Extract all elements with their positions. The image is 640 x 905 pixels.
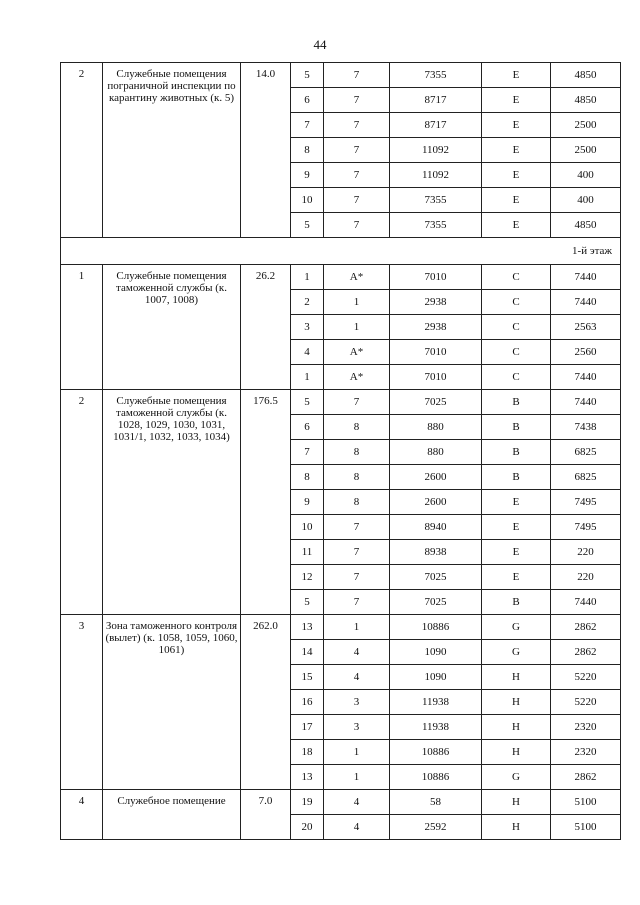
distance-cell: 8717 [390,88,482,113]
table-body [61,63,621,840]
value-cell: 2862 [551,615,621,640]
class-cell: H [482,790,551,815]
distance-cell: 7355 [390,63,482,88]
value-cell: 5100 [551,815,621,840]
value-cell: 7440 [551,590,621,615]
zone-cell: 7 [324,188,390,213]
distance-cell: 10886 [390,615,482,640]
distance-cell: 11938 [390,690,482,715]
class-cell: G [482,615,551,640]
zone-cell: 1 [324,315,390,340]
class-cell: C [482,365,551,390]
value-cell: 7440 [551,290,621,315]
class-cell: E [482,515,551,540]
point-cell: 18 [291,740,324,765]
value-cell: 2320 [551,740,621,765]
distance-cell: 58 [390,790,482,815]
zone-cell: 4 [324,665,390,690]
value-cell: 7495 [551,515,621,540]
distance-cell: 1090 [390,665,482,690]
value-cell: 4850 [551,63,621,88]
point-cell: 7 [291,440,324,465]
distance-cell: 7010 [390,365,482,390]
distance-cell: 8717 [390,113,482,138]
point-cell: 20 [291,815,324,840]
class-cell: H [482,715,551,740]
zone-cell: 1 [324,765,390,790]
point-cell: 16 [291,690,324,715]
zone-cell: 7 [324,113,390,138]
class-cell: H [482,740,551,765]
distance-cell: 8938 [390,540,482,565]
point-cell: 13 [291,615,324,640]
distance-cell: 11092 [390,138,482,163]
distance-cell: 880 [390,440,482,465]
distance-cell: 7025 [390,390,482,415]
point-cell: 10 [291,515,324,540]
class-cell: G [482,765,551,790]
class-cell: H [482,665,551,690]
point-cell: 5 [291,63,324,88]
table-row [61,615,621,640]
zone-cell: A* [324,265,390,290]
zone-cell: 8 [324,490,390,515]
value-cell: 2560 [551,340,621,365]
value-cell: 2862 [551,765,621,790]
room-name-cell: Служебные помещения пограничной инспекции по карантину животных (к. 5) [103,63,241,238]
value-cell: 5100 [551,790,621,815]
area-cell: 7.0 [241,790,291,840]
point-cell: 17 [291,715,324,740]
point-cell: 11 [291,540,324,565]
class-cell: B [482,590,551,615]
zone-cell: 1 [324,740,390,765]
zone-cell: 8 [324,440,390,465]
zone-cell: 7 [324,390,390,415]
point-cell: 13 [291,765,324,790]
area-cell: 262.0 [241,615,291,790]
value-cell: 400 [551,188,621,213]
class-cell: E [482,113,551,138]
point-cell: 14 [291,640,324,665]
table-row [61,790,621,815]
class-cell: E [482,565,551,590]
value-cell: 2563 [551,315,621,340]
point-cell: 5 [291,590,324,615]
class-cell: H [482,690,551,715]
point-cell: 6 [291,88,324,113]
point-cell: 4 [291,340,324,365]
distance-cell: 7010 [390,340,482,365]
group-number-cell: 3 [61,615,103,790]
class-cell: E [482,138,551,163]
distance-cell: 2938 [390,290,482,315]
distance-cell: 2938 [390,315,482,340]
distance-cell: 10886 [390,765,482,790]
value-cell: 6825 [551,465,621,490]
distance-cell: 7010 [390,265,482,290]
class-cell: C [482,290,551,315]
value-cell: 2862 [551,640,621,665]
point-cell: 19 [291,790,324,815]
zone-cell: 7 [324,63,390,88]
zone-cell: 7 [324,163,390,188]
point-cell: 5 [291,213,324,238]
distance-cell: 8940 [390,515,482,540]
group-number-cell: 1 [61,265,103,390]
value-cell: 5220 [551,690,621,715]
value-cell: 7438 [551,415,621,440]
value-cell: 400 [551,163,621,188]
point-cell: 9 [291,163,324,188]
zone-cell: 7 [324,213,390,238]
value-cell: 7440 [551,365,621,390]
class-cell: E [482,88,551,113]
page-number: 44 [313,37,327,52]
distance-cell: 2600 [390,490,482,515]
distance-cell: 7355 [390,213,482,238]
point-cell: 5 [291,390,324,415]
value-cell: 7440 [551,265,621,290]
zone-cell: 7 [324,515,390,540]
point-cell: 7 [291,113,324,138]
group-number-cell: 2 [61,390,103,615]
value-cell: 4850 [551,213,621,238]
point-cell: 1 [291,365,324,390]
class-cell: B [482,415,551,440]
floor-row [61,238,621,265]
zone-cell: 8 [324,465,390,490]
point-cell: 9 [291,490,324,515]
class-cell: C [482,340,551,365]
class-cell: B [482,390,551,415]
group-number-cell: 4 [61,790,103,840]
zone-cell: 7 [324,590,390,615]
room-name-cell: Служебные помещения таможенной службы (к. 1007, 1008) [103,265,241,390]
point-cell: 3 [291,315,324,340]
zone-cell: 7 [324,138,390,163]
distance-cell: 2592 [390,815,482,840]
zone-cell: 4 [324,815,390,840]
value-cell: 6825 [551,440,621,465]
area-cell: 26.2 [241,265,291,390]
zone-cell: A* [324,340,390,365]
class-cell: B [482,465,551,490]
class-cell: E [482,188,551,213]
class-cell: B [482,440,551,465]
zone-cell: 3 [324,690,390,715]
value-cell: 220 [551,540,621,565]
zone-cell: A* [324,365,390,390]
zone-cell: 3 [324,715,390,740]
value-cell: 220 [551,565,621,590]
room-data-table [60,62,621,840]
point-cell: 10 [291,188,324,213]
distance-cell: 1090 [390,640,482,665]
distance-cell: 2600 [390,465,482,490]
group-number-cell: 2 [61,63,103,238]
room-name-cell: Служебные помещения таможенной службы (к. 1028, 1029, 1030, 1031, 1031/1, 1032, 1033, 1034) [103,390,241,615]
class-cell: E [482,490,551,515]
zone-cell: 4 [324,640,390,665]
room-name-cell: Зона таможенного контроля (вылет) (к. 1058, 1059, 1060, 1061) [103,615,241,790]
class-cell: G [482,640,551,665]
floor-label: 1-й этаж [61,238,621,265]
value-cell: 2500 [551,113,621,138]
point-cell: 6 [291,415,324,440]
value-cell: 2320 [551,715,621,740]
zone-cell: 4 [324,790,390,815]
zone-cell: 8 [324,415,390,440]
distance-cell: 11092 [390,163,482,188]
room-name-cell: Служебное помещение [103,790,241,840]
value-cell: 7495 [551,490,621,515]
distance-cell: 7025 [390,565,482,590]
distance-cell: 7025 [390,590,482,615]
area-cell: 176.5 [241,390,291,615]
value-cell: 5220 [551,665,621,690]
point-cell: 2 [291,290,324,315]
table-row [61,63,621,88]
point-cell: 12 [291,565,324,590]
value-cell: 7440 [551,390,621,415]
zone-cell: 7 [324,88,390,113]
class-cell: E [482,213,551,238]
class-cell: H [482,815,551,840]
table-row [61,265,621,290]
zone-cell: 7 [324,540,390,565]
class-cell: E [482,63,551,88]
distance-cell: 10886 [390,740,482,765]
point-cell: 8 [291,465,324,490]
distance-cell: 7355 [390,188,482,213]
point-cell: 8 [291,138,324,163]
class-cell: E [482,163,551,188]
class-cell: C [482,315,551,340]
zone-cell: 1 [324,615,390,640]
area-cell: 14.0 [241,63,291,238]
zone-cell: 7 [324,565,390,590]
class-cell: C [482,265,551,290]
distance-cell: 11938 [390,715,482,740]
value-cell: 2500 [551,138,621,163]
distance-cell: 880 [390,415,482,440]
point-cell: 1 [291,265,324,290]
value-cell: 4850 [551,88,621,113]
table-row [61,390,621,415]
zone-cell: 1 [324,290,390,315]
class-cell: E [482,540,551,565]
point-cell: 15 [291,665,324,690]
